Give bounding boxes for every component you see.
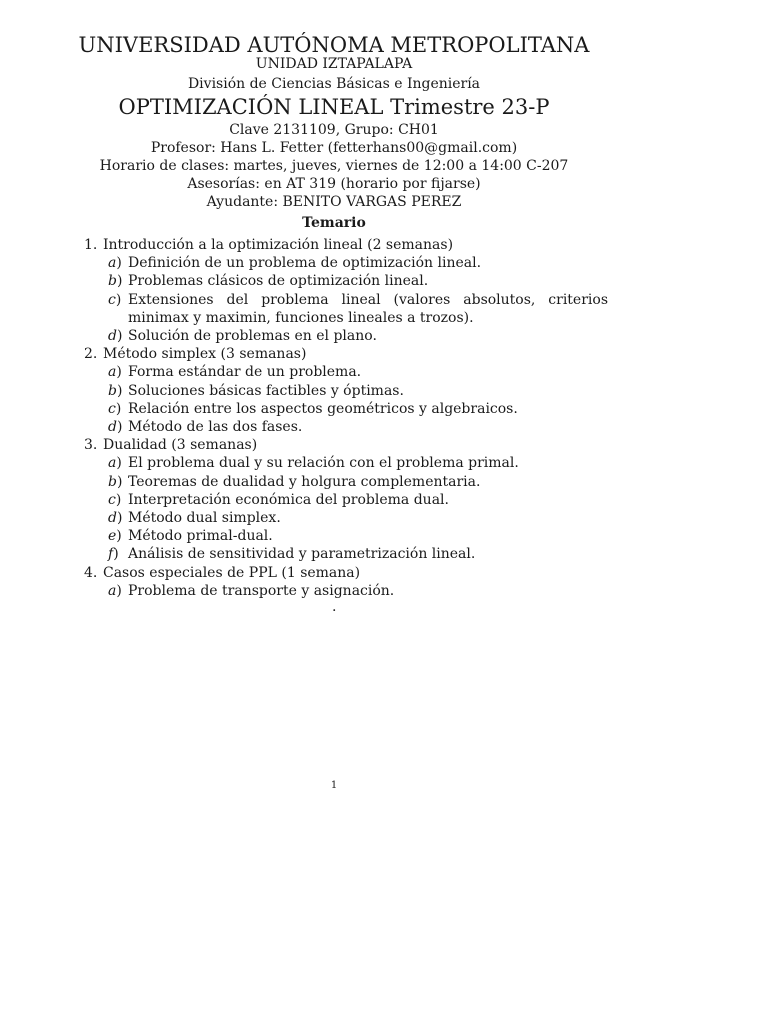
topic-subitems [84,582,608,600]
subtopic-paren: ) [116,328,123,345]
subtopic-marker [108,491,128,509]
topic-title [84,236,608,254]
subtopic-item [108,473,608,491]
unit-name: UNIDAD IZTAPALAPA [255,56,413,72]
topic-title-text: Casos especiales de PPL (1 semana) [103,564,361,581]
subtopic-paren: ) [115,400,122,417]
subtopic-item [108,291,608,327]
subtopic-marker [108,582,128,600]
subtopic-letter: a [108,582,117,599]
topic-number: 4. [84,564,98,581]
page-number: 1 [330,780,338,791]
subtopic-paren: ) [115,291,122,308]
subtopic-text: Forma estándar de un problema. [128,364,362,381]
subtopic-paren: ) [116,382,123,399]
subtopic-letter: b [108,273,117,290]
topic-title [84,564,608,582]
subtopic-item [108,400,608,418]
schedule-line: Horario de clases: martes, jueves, viernes de 12:00 a 14:00 C-207 [99,158,569,174]
subtopic-marker [108,527,128,545]
subtopic-marker [108,363,128,381]
subtopic-marker [108,473,128,491]
subtopic-letter: b [108,382,117,399]
topic-title [84,345,608,363]
subtopic-text: Relación entre los aspectos geométricos y algebraicos. [128,400,518,417]
subtopic-letter: d [108,419,117,436]
subtopic-paren: ) [116,255,122,272]
topic-number: 1. [84,237,98,253]
subtopic-marker [108,272,128,290]
subtopic-letter: c [108,291,116,308]
topic-subitems [84,363,608,436]
subtopic-paren: ) [116,582,122,599]
subtopic-letter: e [108,528,117,545]
subtopic-marker [108,254,128,272]
subtopic-text: Solución de problemas en el plano. [128,328,377,345]
subtopic-marker [108,400,128,418]
subtopic-item [108,272,608,290]
subtopic-text: Método de las dos fases. [128,419,303,436]
subtopic-item [108,491,608,509]
professor-line: Profesor: Hans L. Fetter (fetterhans00@gmail.com) [150,140,518,156]
subtopic-paren: ) [113,546,119,563]
course-title: OPTIMIZACIÓN LINEAL Trimestre 23-P [118,95,550,119]
subtopic-item [108,454,608,472]
subtopic-text: Método dual simplex. [128,510,281,527]
topic-subitems [84,254,608,345]
subtopic-marker [108,327,128,345]
subtopic-text: Teoremas de dualidad y holgura complementaria. [128,473,481,490]
syllabus-topic [84,564,608,600]
subtopic-paren: ) [116,273,123,290]
division-name: División de Ciencias Básicas e Ingeniería [187,76,481,92]
syllabus-topic [84,436,608,563]
syllabus-topic [84,236,608,345]
syllabus-topic [84,345,608,436]
subtopic-item [108,254,608,272]
topic-number: 2. [84,346,98,363]
subtopic-text: Análisis de sensitividad y parametrización lineal. [128,546,476,563]
subtopic-item [108,363,608,381]
topic-title-text: Método simplex (3 semanas) [103,346,307,363]
subtopic-item [108,582,608,600]
subtopic-item [108,545,608,563]
subtopic-letter: c [108,400,116,417]
syllabus-list [84,236,608,600]
subtopic-text: El problema dual y su relación con el problema primal. [128,455,519,472]
subtopic-letter: b [108,473,117,490]
topic-title-text: Dualidad (3 semanas) [103,437,258,454]
subtopic-item [108,527,608,545]
subtopic-text: Problemas clásicos de optimización lineal. [128,273,429,290]
subtopic-paren: ) [116,364,122,381]
topic-title-text: Introducción a la optimización lineal (2 semanas) [103,237,454,253]
subtopic-marker [108,291,128,327]
topic-subitems [84,454,608,563]
subtopic-letter: a [108,255,117,272]
topic-title [84,436,608,454]
syllabus-heading: Temario [302,215,366,231]
subtopic-text: Definición de un problema de optimización lineal. [128,255,482,272]
subtopic-marker [108,509,128,527]
stray-dot: . [332,599,337,615]
subtopic-text: Extensiones del problema lineal (valores absolutos, criterios minimax y maximin, funciones lineales a trozos). [128,291,608,326]
subtopic-paren: ) [116,419,123,436]
subtopic-text: Problema de transporte y asignación. [128,582,395,599]
subtopic-paren: ) [115,491,122,508]
subtopic-paren: ) [116,473,123,490]
subtopic-text: Interpretación económica del problema dual. [128,491,449,508]
subtopic-marker [108,382,128,400]
subtopic-item [108,509,608,527]
subtopic-item [108,327,608,345]
office-hours-line: Asesorías: en AT 319 (horario por fijarse) [187,176,481,192]
subtopic-marker [108,418,128,436]
subtopic-text: Soluciones básicas factibles y óptimas. [128,382,404,399]
subtopic-text: Método primal-dual. [128,528,273,545]
subtopic-item [108,382,608,400]
subtopic-paren: ) [116,455,122,472]
subtopic-letter: d [108,510,117,527]
subtopic-letter: c [108,491,116,508]
assistant-line: Ayudante: BENITO VARGAS PEREZ [206,194,462,210]
subtopic-letter: a [108,455,117,472]
course-code: Clave 2131109, Grupo: CH01 [229,122,439,138]
subtopic-letter: f [108,546,114,563]
topic-number: 3. [84,437,98,454]
university-name: UNIVERSIDAD AUTÓNOMA METROPOLITANA [78,33,590,57]
subtopic-paren: ) [116,528,122,545]
subtopic-marker [108,454,128,472]
subtopic-letter: a [108,364,117,381]
subtopic-item [108,418,608,436]
subtopic-marker [108,545,128,563]
subtopic-letter: d [108,328,117,345]
subtopic-paren: ) [116,510,123,527]
